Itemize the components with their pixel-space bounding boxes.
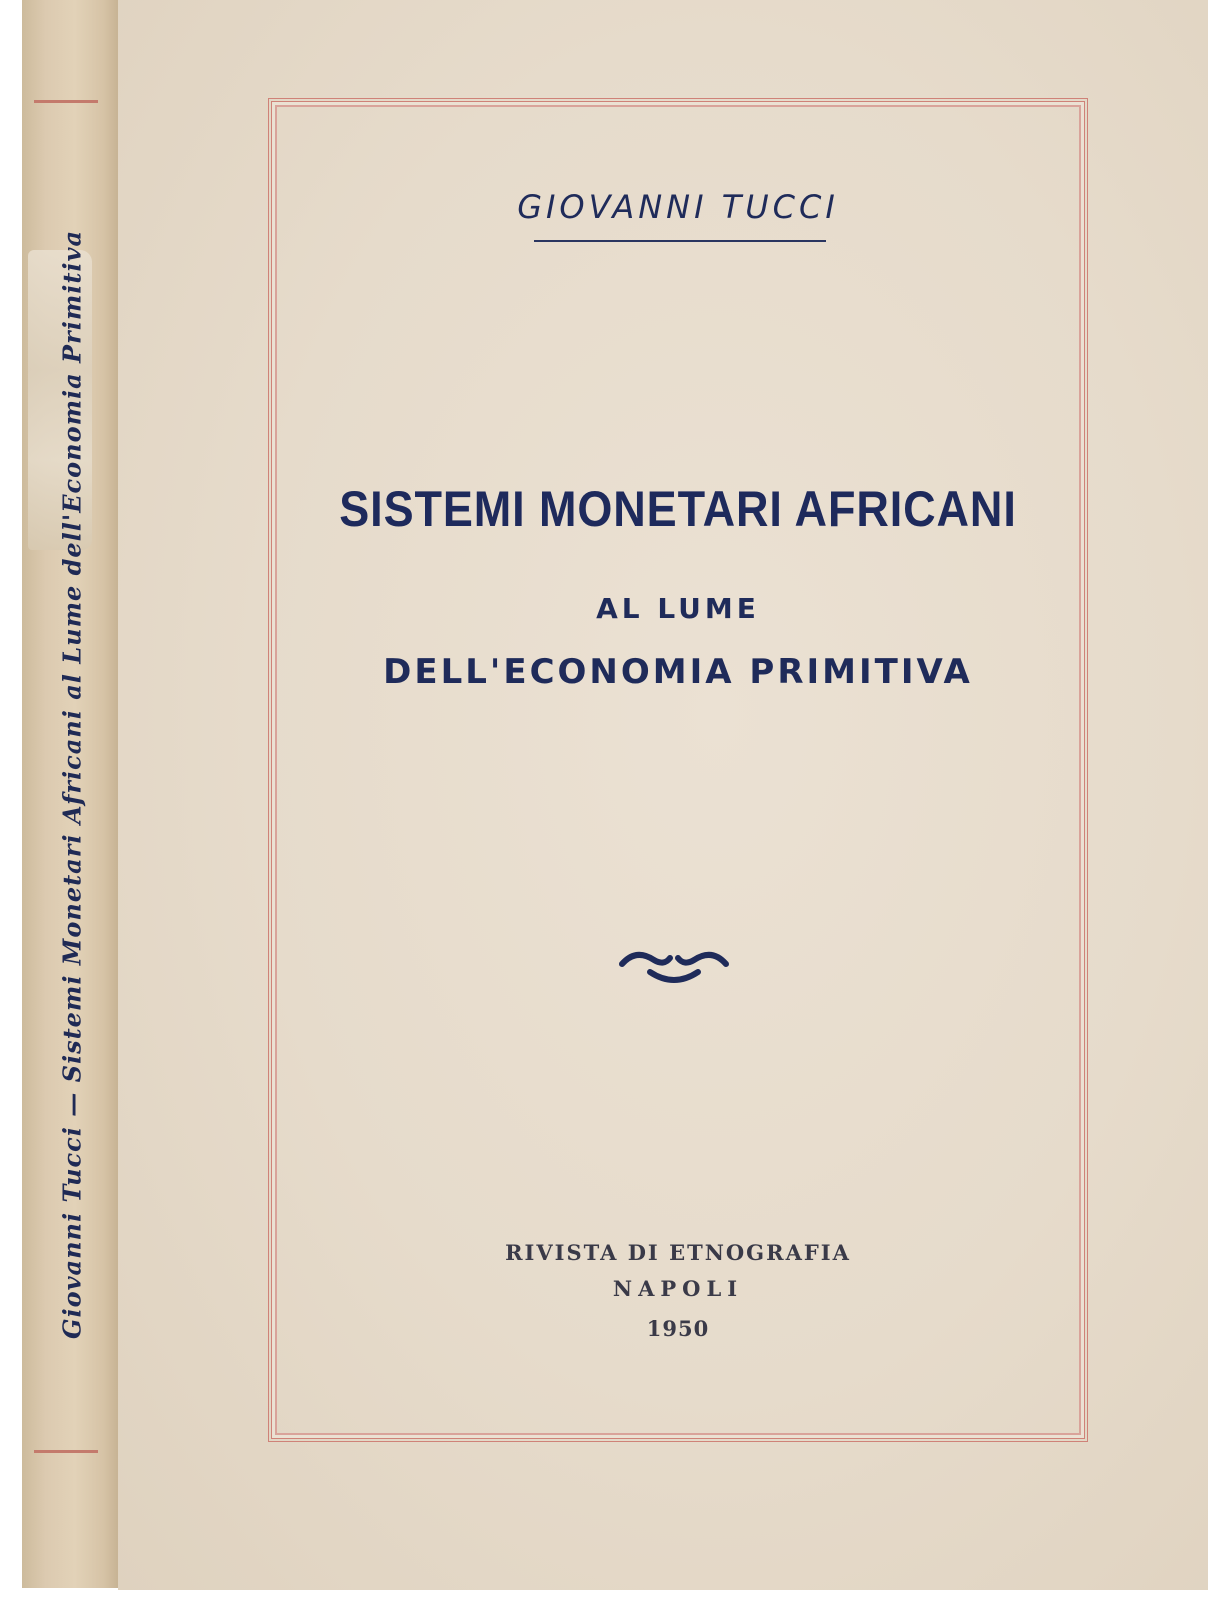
spine-title: Giovanni Tucci — Sistemi Monetari Africani al Lume dell'Economia Primitiva [57, 229, 87, 1340]
front-cover [118, 0, 1208, 1590]
publication-year: 1950 [646, 1316, 710, 1341]
book [14, 0, 1214, 1600]
spine-rule-top [34, 100, 98, 103]
publisher-name: RIVISTA DI ETNOGRAFIA [505, 1240, 851, 1265]
spine-rule-bottom [34, 1450, 98, 1453]
author-name: GIOVANNI TUCCI [517, 188, 839, 226]
ornament-icon [614, 942, 734, 992]
author-underline [534, 240, 826, 242]
book-spine [22, 0, 119, 1588]
publisher-city: NAPOLI [612, 1276, 744, 1301]
subtitle-line-1: AL LUME [596, 592, 760, 625]
decorative-border [268, 98, 1088, 1442]
main-title: SISTEMI MONETARI AFRICANI [339, 481, 1017, 537]
subtitle-line-2: DELL'ECONOMIA PRIMITIVA [383, 652, 973, 692]
